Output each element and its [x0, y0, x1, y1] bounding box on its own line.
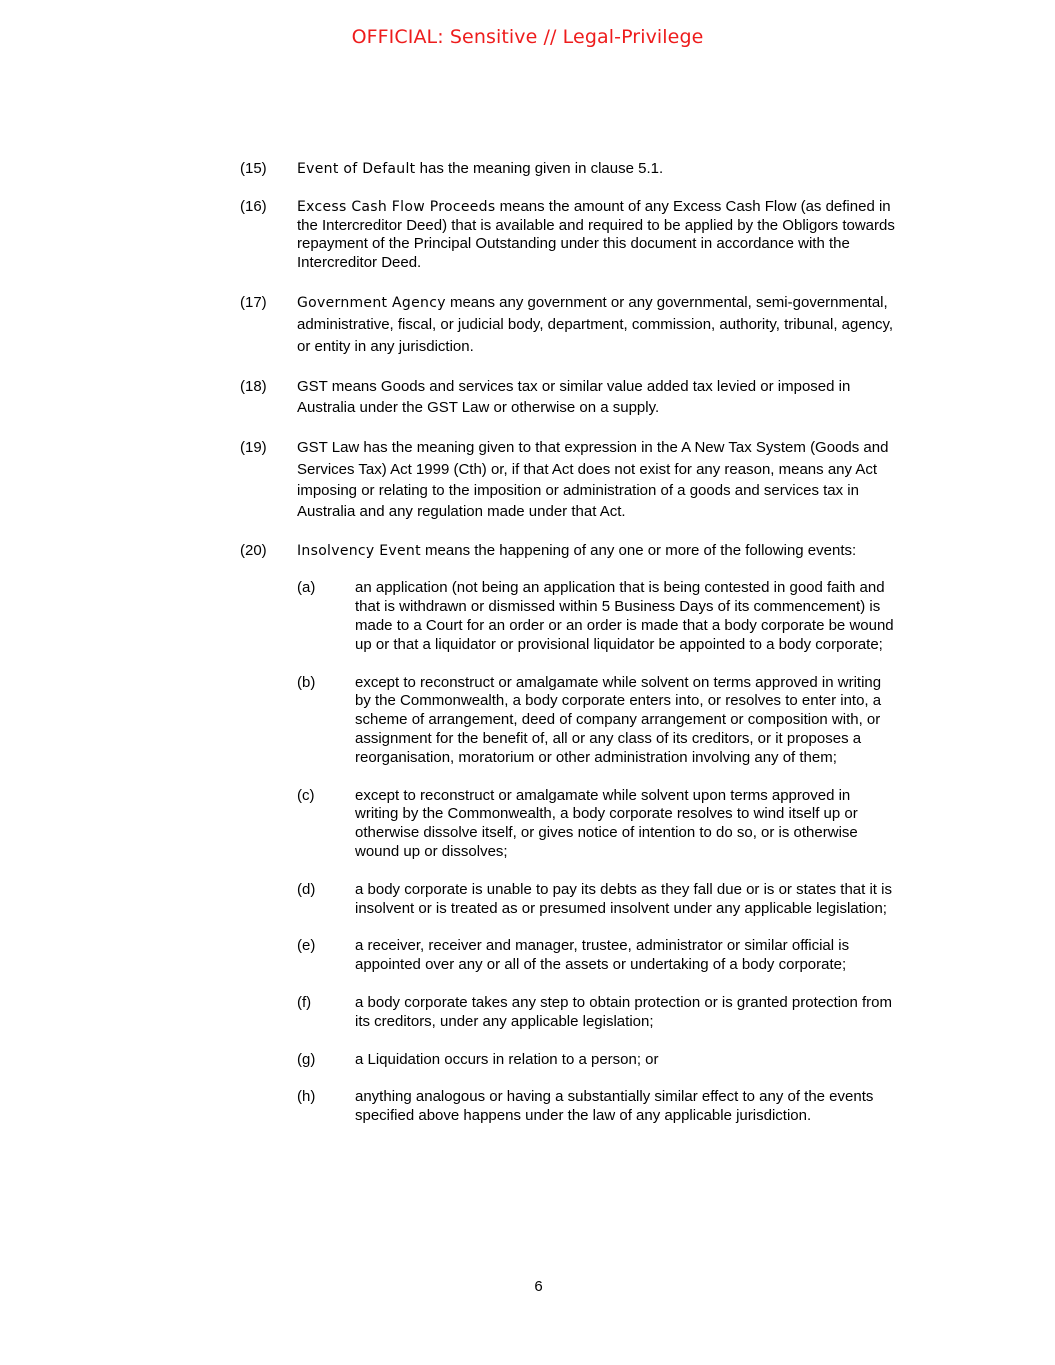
- definition-18: [240, 376, 896, 419]
- sub-clause-text: a body corporate is unable to pay its debts as they fall due or is or states that it is insolvent or is treated as or presumed insolvent under any applicable legislation;: [355, 880, 892, 917]
- clause-number: (15): [240, 160, 267, 177]
- sub-clause-text: a Liquidation occurs in relation to a person; or: [355, 1050, 659, 1068]
- sub-clause-letter: (h): [297, 1088, 316, 1106]
- insolvency-event-d: [297, 881, 896, 919]
- sub-clause-text: except to reconstruct or amalgamate while solvent upon terms approved in writing by the Commonwealth, a body corporate resolves to wind itself up or otherwise dissolve itself, or gives notice of intention to do so, or is otherwise wound up or dissolves;: [355, 786, 858, 861]
- sub-clause-letter: (g): [297, 1050, 316, 1068]
- sub-clause-letter: (b): [297, 673, 316, 691]
- defined-term: GST: [297, 377, 328, 395]
- definition-text: means the amount of any Excess Cash Flow (as defined in the Intercreditor Deed) that is available and required to be applied by the Obligors towards repayment of the Principal Outstanding under this document in accordance with the Intercreditor Deed.: [297, 197, 895, 272]
- definition-17: [240, 292, 896, 357]
- defined-term: Excess Cash Flow Proceeds: [297, 198, 496, 215]
- classification-marking: OFFICIAL: Sensitive // Legal-Privilege: [351, 26, 704, 48]
- sub-clause-text: a body corporate takes any step to obtain protection or is granted protection from its creditors, under any applicable legislation;: [355, 994, 892, 1030]
- insolvency-event-e: [297, 937, 896, 975]
- sub-clause-letter: (a): [297, 579, 316, 597]
- definition-16: [240, 198, 896, 273]
- definition-text: means any government or any governmental, semi-governmental, administrative, fiscal, or judicial body, department, commission, authority, tribunal, agency, or entity in any jurisdiction.: [297, 293, 894, 355]
- insolvency-event-list: [297, 579, 896, 1126]
- sub-clause-letter: (e): [297, 937, 316, 955]
- clause-number: (19): [240, 439, 267, 457]
- defined-term: Government Agency: [297, 294, 446, 311]
- clause-number: (16): [240, 197, 267, 215]
- document-body: [240, 160, 896, 1145]
- insolvency-event-h: [297, 1088, 896, 1126]
- insolvency-event-c: [297, 787, 896, 862]
- definition-text: means Goods and services tax or similar value added tax levied or imposed in Australia under the GST Law or otherwise on a supply.: [297, 377, 851, 417]
- defined-term: Insolvency Event: [297, 542, 421, 559]
- insolvency-event-g: [297, 1051, 896, 1070]
- insolvency-event-b: [297, 674, 896, 768]
- clause-number: (20): [240, 541, 267, 559]
- defined-term: Event of Default: [297, 161, 416, 177]
- insolvency-event-f: [297, 994, 896, 1032]
- clause-number: (18): [240, 377, 267, 395]
- definition-text: has the meaning given to that expression in the A New Tax System (Goods and Services Tax) Act 1999 (Cth) or, if that Act does not exist for any reason, means any Act imposing or relating to the imposition or administration of a goods and services tax in Australia and any regulation made under that Act.: [297, 439, 889, 521]
- clause-number: (17): [240, 293, 267, 311]
- definition-19: [240, 437, 896, 522]
- definition-text: means the happening of any one or more of the following events:: [420, 541, 857, 559]
- sub-clause-letter: (d): [297, 880, 316, 898]
- definition-20: [240, 542, 896, 561]
- page-number: 6: [534, 1278, 543, 1295]
- definition-15: [240, 160, 896, 179]
- sub-clause-letter: (f): [297, 994, 312, 1011]
- defined-term: GST Law: [297, 439, 360, 457]
- definition-text: has the meaning given in clause 5.1.: [415, 160, 664, 177]
- sub-clause-text: an application (not being an application that is being contested in good faith and that is withdrawn or dismissed within 5 Business Days of its commencement) is made to a Court for an order or an order is made that a body corporate be wound up or that a liquidator or provisional liquidator be appointed to a body corporate;: [355, 579, 894, 653]
- sub-clause-text: a receiver, receiver and manager, trustee, administrator or similar official is appointed over any or all of the assets or undertaking of a body corporate;: [355, 937, 850, 974]
- insolvency-event-a: [297, 579, 896, 654]
- sub-clause-text: anything analogous or having a substantially similar effect to any of the events specified above happens under the law of any applicable jurisdiction.: [355, 1088, 874, 1125]
- sub-clause-text: except to reconstruct or amalgamate while solvent on terms approved in writing by the Commonwealth, a body corporate enters into, or resolves to enter into, a scheme of arrangement, deed of company arrangement or composition with, or assignment for the benefit of, all or any class of its creditors, or it proposes a reorganisation, moratorium or other administration involving any of them;: [355, 673, 882, 766]
- sub-clause-letter: (c): [297, 786, 315, 804]
